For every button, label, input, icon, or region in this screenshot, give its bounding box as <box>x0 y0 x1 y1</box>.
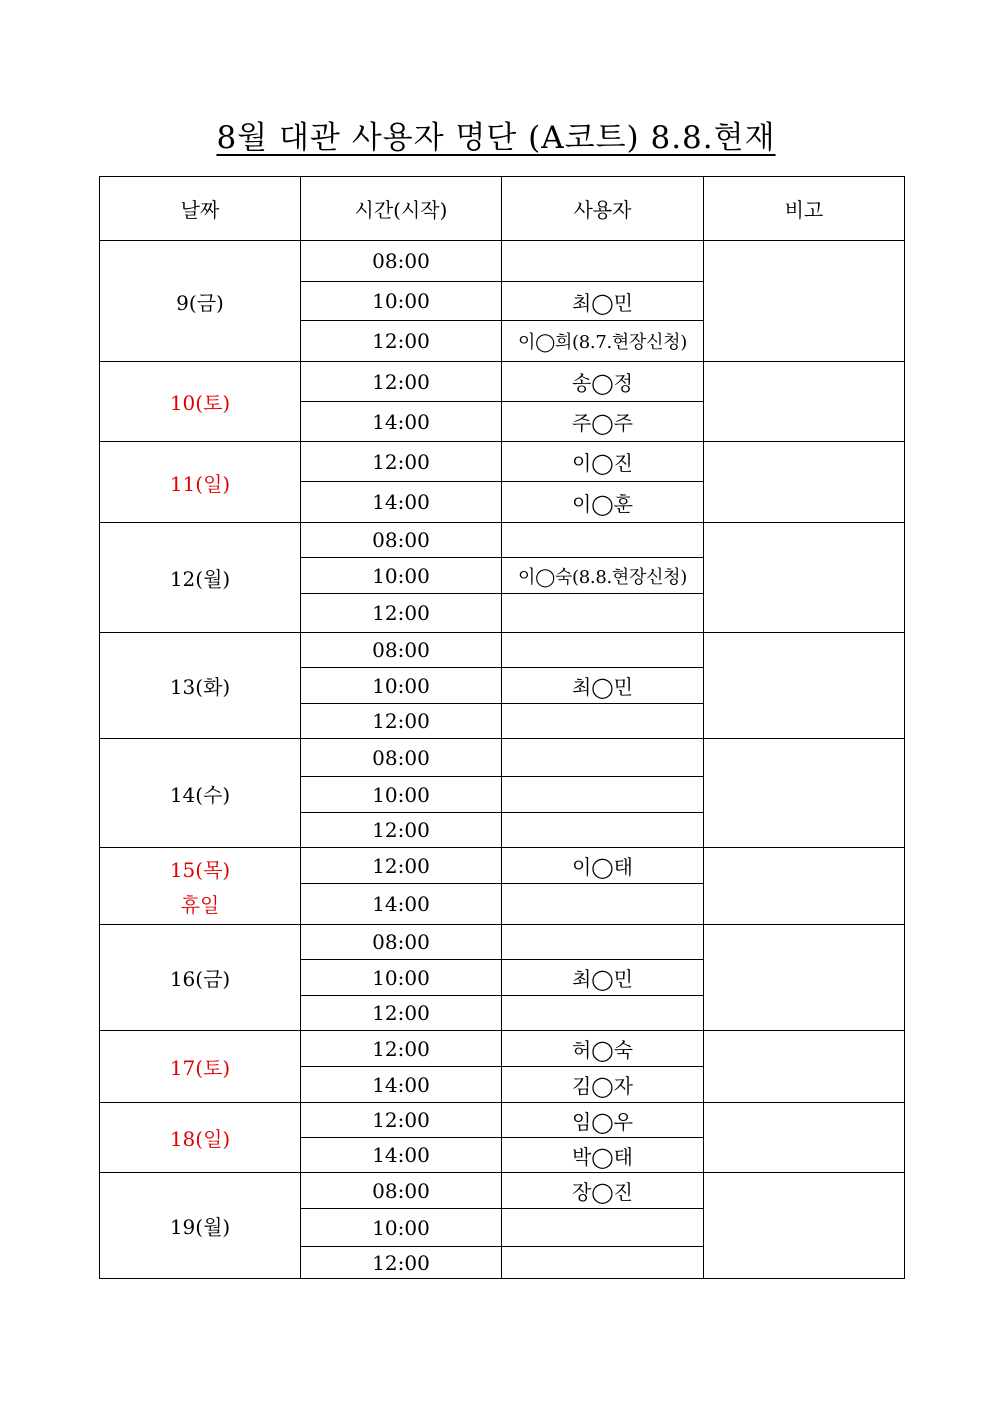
table-row <box>100 848 905 884</box>
remarks-cell <box>704 1103 905 1173</box>
table-body <box>100 241 905 1279</box>
page-title-text: 8월 대관 사용자 명단 (A코트) 8.8.현재 <box>216 120 776 156</box>
date-cell <box>100 848 301 925</box>
user-cell: 최◯민 <box>502 668 704 704</box>
table-header <box>100 177 905 241</box>
time-cell: 12:00 <box>301 442 502 482</box>
user-cell: 허◯숙 <box>502 1031 704 1067</box>
user-cell <box>502 777 704 813</box>
header-time: 시간(시작) <box>301 177 502 241</box>
header-row <box>100 177 905 241</box>
user-cell: 이◯숙(8.8.현장신청) <box>502 558 704 594</box>
table-row <box>100 523 905 558</box>
date-cell <box>100 1031 301 1103</box>
date-label: 13(화) <box>169 675 231 699</box>
time-cell: 08:00 <box>301 739 502 777</box>
user-cell: 이◯태 <box>502 848 704 884</box>
time-cell: 12:00 <box>301 996 502 1031</box>
date-cell <box>100 739 301 848</box>
remarks-cell <box>704 739 905 848</box>
time-cell: 12:00 <box>301 704 502 739</box>
date-cell <box>100 633 301 739</box>
user-cell <box>502 241 704 282</box>
header-date: 날짜 <box>100 177 301 241</box>
date-label: 10(토) <box>169 391 231 415</box>
time-cell: 12:00 <box>301 813 502 848</box>
user-cell <box>502 813 704 848</box>
user-cell <box>502 884 704 925</box>
schedule-table <box>99 176 905 1279</box>
date-cell <box>100 523 301 633</box>
date-label: 12(월) <box>169 567 231 591</box>
user-cell <box>502 633 704 668</box>
user-cell: 이◯진 <box>502 442 704 482</box>
time-cell: 10:00 <box>301 668 502 704</box>
user-cell: 송◯정 <box>502 362 704 402</box>
time-cell: 12:00 <box>301 321 502 362</box>
time-cell: 10:00 <box>301 558 502 594</box>
user-cell: 최◯민 <box>502 960 704 996</box>
table-row <box>100 362 905 402</box>
user-cell: 주◯주 <box>502 402 704 442</box>
date-label: 18(일) <box>169 1127 231 1151</box>
date-label: 16(금) <box>169 967 231 991</box>
date-cell <box>100 1173 301 1279</box>
user-cell <box>502 523 704 558</box>
user-cell: 최◯민 <box>502 282 704 321</box>
table-row <box>100 925 905 960</box>
time-cell: 10:00 <box>301 282 502 321</box>
date-label: 11(일) <box>169 471 231 496</box>
remarks-cell <box>704 523 905 633</box>
time-cell: 10:00 <box>301 960 502 996</box>
date-label: 17(토) <box>169 1056 231 1080</box>
time-cell: 14:00 <box>301 1067 502 1103</box>
time-cell: 14:00 <box>301 402 502 442</box>
remarks-cell <box>704 1031 905 1103</box>
user-cell <box>502 594 704 633</box>
remarks-cell <box>704 362 905 442</box>
date-label: 15(목) <box>169 858 231 882</box>
remarks-cell <box>704 925 905 1031</box>
time-cell: 14:00 <box>301 1138 502 1173</box>
table-row <box>100 739 905 777</box>
remarks-cell <box>704 241 905 362</box>
user-cell: 박◯태 <box>502 1138 704 1173</box>
time-cell: 08:00 <box>301 925 502 960</box>
table-row <box>100 1031 905 1067</box>
date-cell <box>100 925 301 1031</box>
table-row <box>100 1103 905 1138</box>
time-cell: 08:00 <box>301 1173 502 1209</box>
time-cell: 08:00 <box>301 633 502 668</box>
user-cell: 장◯진 <box>502 1173 704 1209</box>
user-cell <box>502 1209 704 1247</box>
time-cell: 12:00 <box>301 848 502 884</box>
date-label: 14(수) <box>169 782 231 807</box>
user-cell: 임◯우 <box>502 1103 704 1138</box>
table-row <box>100 442 905 482</box>
time-cell: 08:00 <box>301 523 502 558</box>
table-row <box>100 1173 905 1209</box>
time-cell: 12:00 <box>301 362 502 402</box>
remarks-cell <box>704 442 905 523</box>
user-cell: 이◯희(8.7.현장신청) <box>502 321 704 362</box>
remarks-cell <box>704 633 905 739</box>
time-cell: 14:00 <box>301 884 502 925</box>
time-cell: 10:00 <box>301 1209 502 1247</box>
user-cell <box>502 704 704 739</box>
time-cell: 12:00 <box>301 594 502 633</box>
remarks-cell <box>704 1173 905 1279</box>
time-cell: 10:00 <box>301 777 502 813</box>
time-cell: 12:00 <box>301 1031 502 1067</box>
time-cell: 14:00 <box>301 482 502 523</box>
date-cell <box>100 362 301 442</box>
header-user: 사용자 <box>502 177 704 241</box>
date-label: 9(금) <box>176 290 224 315</box>
user-cell <box>502 925 704 960</box>
user-cell <box>502 1247 704 1279</box>
page-title <box>0 112 992 157</box>
user-cell: 이◯훈 <box>502 482 704 523</box>
table-row <box>100 633 905 668</box>
holiday-label: 휴일 <box>180 893 220 917</box>
date-cell <box>100 1103 301 1173</box>
date-label: 19(월) <box>169 1215 231 1239</box>
date-cell <box>100 241 301 362</box>
header-remarks: 비고 <box>704 177 905 241</box>
remarks-cell <box>704 848 905 925</box>
time-cell: 08:00 <box>301 241 502 282</box>
table-row <box>100 241 905 282</box>
user-cell <box>502 996 704 1031</box>
date-cell <box>100 442 301 523</box>
user-cell: 김◯자 <box>502 1067 704 1103</box>
user-cell <box>502 739 704 777</box>
time-cell: 12:00 <box>301 1247 502 1279</box>
time-cell: 12:00 <box>301 1103 502 1138</box>
